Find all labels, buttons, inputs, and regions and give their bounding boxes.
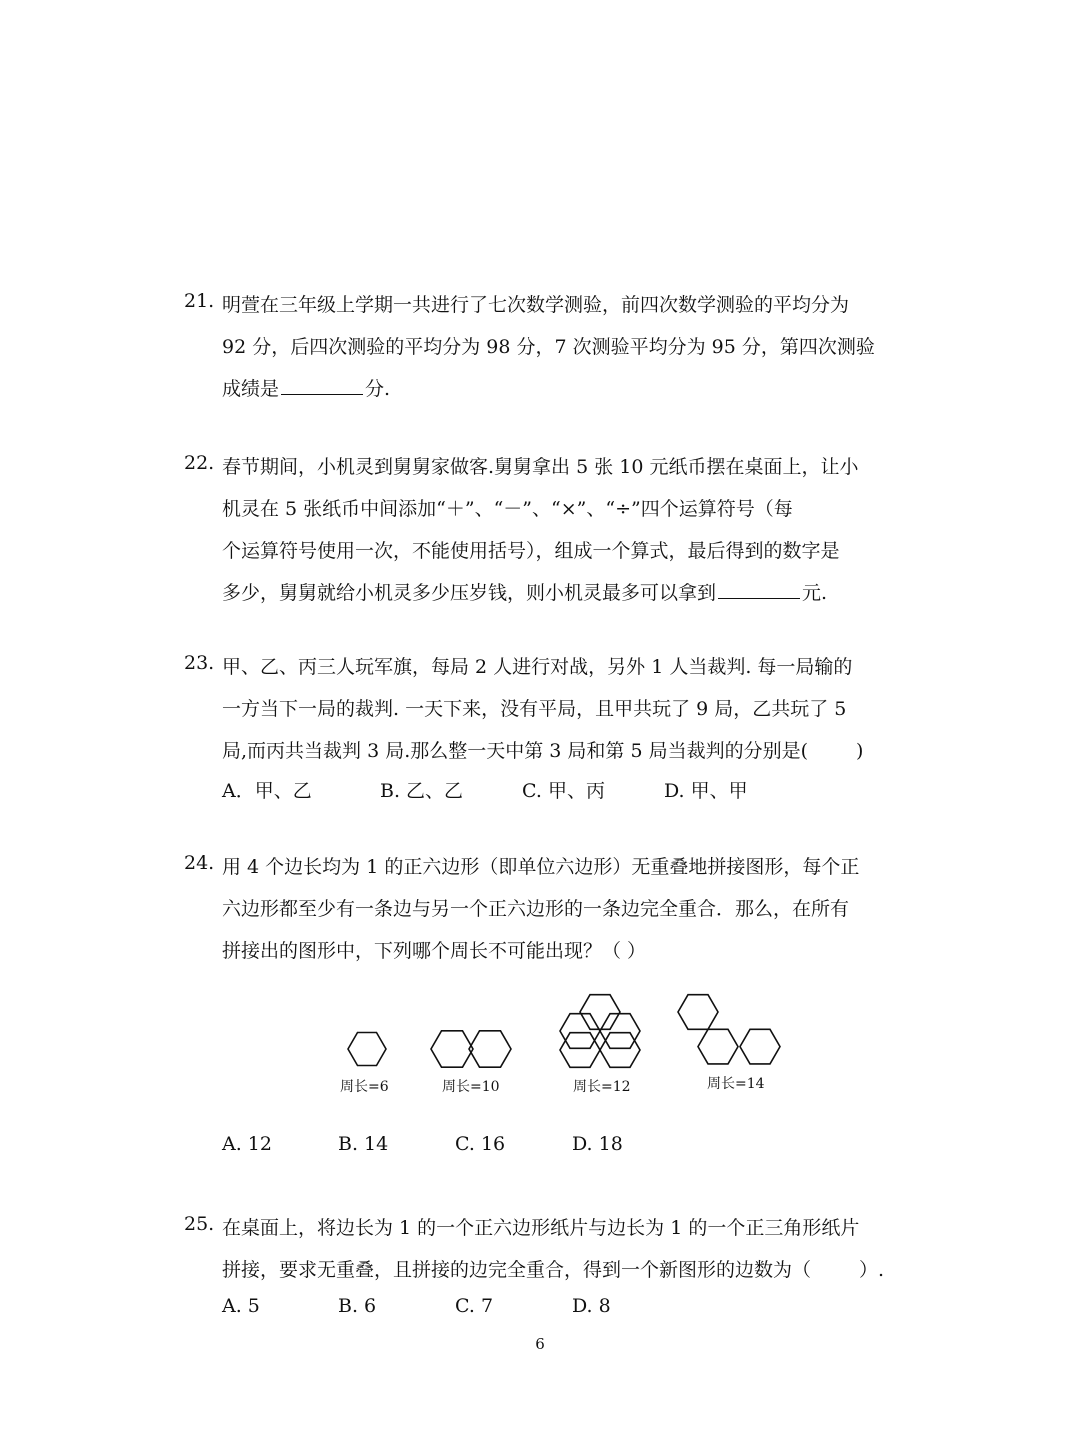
text-after-paren: ) (856, 740, 864, 762)
option-a: A. 12 (222, 1133, 272, 1155)
question-text-line: 机灵在 5 张纸币中间添加“＋”、“－”、“×”、“÷”四个运算符号（每 (222, 498, 793, 520)
option-a: A. 5 (222, 1295, 260, 1317)
option-d: D. 8 (572, 1295, 611, 1317)
option-a: A．甲、乙 (222, 780, 312, 802)
option-c: C. 7 (455, 1295, 494, 1317)
text-after-paren: ）. (859, 1259, 885, 1281)
hexagon-shape (431, 1031, 473, 1067)
question-number: 25. (184, 1213, 215, 1235)
question-text-line: 在桌面上，将边长为 1 的一个正六边形纸片与边长为 1 的一个正三角形纸片 (222, 1217, 860, 1239)
question-text-line: 甲、乙、丙三人玩军旗，每局 2 人进行对战，另外 1 人当裁判. 每一局输的 (222, 656, 853, 678)
question-text-line: 个运算符号使用一次，不能使用括号），组成一个算式，最后得到的数字是 (222, 540, 840, 562)
question-text-line: 六边形都至少有一条边与另一个正六边形的一条边完全重合．那么，在所有 (222, 898, 850, 920)
question-text-line: 春节期间，小机灵到舅舅家做客.舅舅拿出 5 张 10 元纸币摆在桌面上，让小 (222, 456, 859, 478)
answer-blank (718, 579, 800, 599)
question-text-line: 明萱在三年级上学期一共进行了七次数学测验，前四次数学测验的平均分为 (222, 294, 850, 316)
hexagon-shape (678, 995, 718, 1030)
question-text-line-with-blank (222, 578, 827, 605)
hexagon-shape (600, 1014, 640, 1049)
hexagon-shape (348, 1033, 386, 1066)
question-text-line: 用 4 个边长均为 1 的正六边形（即单位六边形）无重叠地拼接图形，每个正 (222, 856, 860, 878)
option-b: B. 14 (338, 1133, 389, 1155)
figure-label: 周长=10 (442, 1079, 500, 1095)
question-text-line-with-paren (222, 736, 863, 763)
hexagon-shape (560, 1033, 600, 1068)
text-before-paren: 拼接，要求无重叠，且拼接的边完全重合，得到一个新图形的边数为（ (222, 1259, 812, 1281)
question-text-line-with-paren (222, 1255, 884, 1282)
hexagon-shape (580, 995, 620, 1030)
answer-blank (281, 375, 363, 395)
hexagon-shape (600, 1033, 640, 1068)
question-number: 24. (184, 852, 215, 874)
question-text-line-with-blank (222, 374, 390, 401)
hexagon-shape (740, 1029, 780, 1064)
text-after-blank: 分. (365, 378, 391, 400)
question-number: 21. (184, 290, 215, 312)
hexagon-shape (560, 1014, 600, 1049)
hexagon-figure (330, 980, 800, 1110)
option-d: D. 18 (572, 1133, 623, 1155)
hexagon-shape (469, 1031, 511, 1067)
text-after-blank: 元. (802, 582, 828, 604)
figure-label: 周长=6 (340, 1079, 389, 1095)
text-before-paren: 局,而丙共当裁判 3 局.那么整一天中第 3 局和第 5 局当裁判的分别是( (222, 740, 808, 762)
question-text-line: 拼接出的图形中，下列哪个周长不可能出现？（ ） (222, 940, 647, 962)
hexagon-shape (698, 1029, 738, 1064)
question-text-line: 一方当下一局的裁判. 一天下来，没有平局，且甲共玩了 9 局，乙共玩了 5 (222, 698, 847, 720)
option-c: C. 甲、丙 (522, 780, 605, 802)
figure-label: 周长=12 (573, 1079, 631, 1095)
question-text-line: 92 分，后四次测验的平均分为 98 分，7 次测验平均分为 95 分，第四次测验 (222, 336, 875, 358)
text-before-blank: 成绩是 (222, 378, 280, 400)
option-b: B. 乙、乙 (380, 780, 464, 802)
option-d: D. 甲、甲 (664, 780, 748, 802)
option-b: B. 6 (338, 1295, 377, 1317)
option-c: C. 16 (455, 1133, 506, 1155)
question-number: 22. (184, 452, 215, 474)
figure-label: 周长=14 (707, 1076, 765, 1092)
text-before-blank: 多少，舅舅就给小机灵多少压岁钱，则小机灵最多可以拿到 (222, 582, 717, 604)
page-number: 6 (535, 1335, 545, 1353)
question-number: 23. (184, 652, 215, 674)
